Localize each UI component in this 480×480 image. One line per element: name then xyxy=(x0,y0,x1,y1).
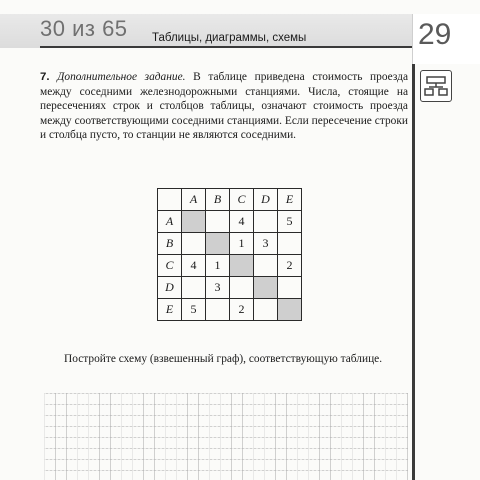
table-row xyxy=(158,233,302,255)
column-header: D xyxy=(254,189,278,211)
task-body: В таблице приведена стоимость проезда между соседними железнодорожными станциями. Числа, стоящие на пересечениях строк и столбцов таблицы, означают стоимость проезда между соответствующими соседними станциями. Если пересечение строки и столбца пусто, то станции не являются соседними. xyxy=(40,71,408,142)
table-cell xyxy=(254,211,278,233)
table-cell xyxy=(230,255,254,277)
table-row xyxy=(158,211,302,233)
table-cell: 1 xyxy=(206,255,230,277)
table-row xyxy=(158,299,302,321)
table-row xyxy=(158,277,302,299)
table-header-row xyxy=(158,189,302,211)
table-cell: 4 xyxy=(230,211,254,233)
table-cell: 1 xyxy=(230,233,254,255)
column-header: C xyxy=(230,189,254,211)
table-cell xyxy=(182,233,206,255)
section-title: Таблицы, диаграммы, схемы xyxy=(152,32,307,44)
header-rule xyxy=(40,46,412,48)
table-cell: 2 xyxy=(230,299,254,321)
table-cell: 4 xyxy=(182,255,206,277)
margin-strip xyxy=(412,64,415,480)
table-cell: 2 xyxy=(278,255,302,277)
table-cell xyxy=(182,211,206,233)
table-cell xyxy=(230,277,254,299)
task-text xyxy=(40,70,408,143)
column-header: A xyxy=(182,189,206,211)
task-number: 7. xyxy=(40,71,50,83)
table-cell xyxy=(206,233,230,255)
table-corner-cell xyxy=(158,189,182,211)
row-header: D xyxy=(158,277,182,299)
answer-grid[interactable] xyxy=(44,393,408,480)
table-cell xyxy=(254,277,278,299)
row-header: A xyxy=(158,211,182,233)
table-cell xyxy=(206,299,230,321)
table-cell: 5 xyxy=(278,211,302,233)
page-header xyxy=(0,0,480,52)
table-cell xyxy=(278,277,302,299)
diagram-scheme-icon xyxy=(420,70,452,102)
instruction-text: Постройте схему (взвешенный граф), соответствующую таблице. xyxy=(64,353,383,365)
page-number: 29 xyxy=(418,18,452,51)
page-counter: 30 из 65 xyxy=(40,16,128,41)
table-cell: 3 xyxy=(254,233,278,255)
table-cell xyxy=(278,299,302,321)
table-cell: 3 xyxy=(206,277,230,299)
table-row xyxy=(158,255,302,277)
column-header: E xyxy=(278,189,302,211)
table-cell xyxy=(206,211,230,233)
row-header: C xyxy=(158,255,182,277)
row-header: B xyxy=(158,233,182,255)
table-cell xyxy=(278,233,302,255)
column-header: B xyxy=(206,189,230,211)
table-cell xyxy=(254,255,278,277)
task-label: Дополнительное задание. xyxy=(57,71,186,83)
table-cell xyxy=(182,277,206,299)
table-cell: 5 xyxy=(182,299,206,321)
table-cell xyxy=(254,299,278,321)
cost-table xyxy=(157,188,302,321)
row-header: E xyxy=(158,299,182,321)
